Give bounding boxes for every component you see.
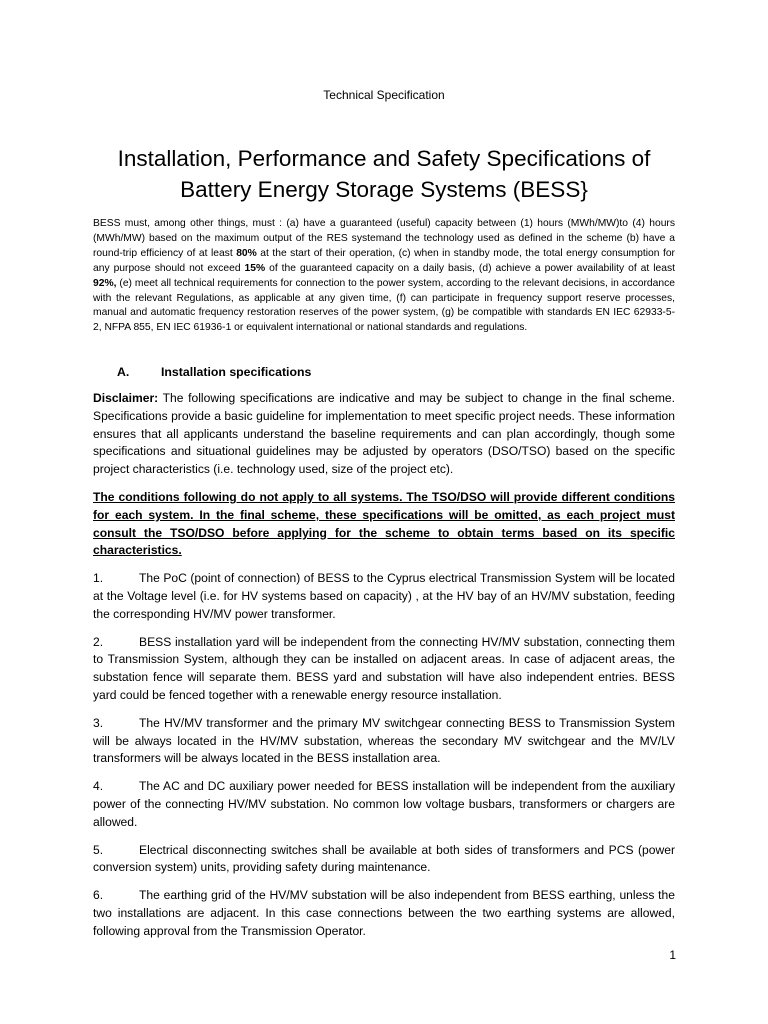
list-item-2 (93, 634, 675, 705)
list-item-6 (93, 887, 675, 940)
page-number: 1 (669, 948, 676, 962)
item-number: 6. (93, 888, 104, 903)
body-content (93, 390, 675, 951)
item-text: Electrical disconnecting switches shall be available at both sides of transformers and PCS (power conversion system) units, providing safety during maintenance. (93, 842, 675, 875)
item-number: 3. (93, 715, 104, 730)
item-text: The earthing grid of the HV/MV substation will be also independent from BESS earthing, unless the two installations are adjacent. In this case connections between the two earthing systems are allowed, following approval from the Transmission Operator. (93, 888, 675, 938)
disclaimer-text: The following specifications are indicative and may be subject to change in the final scheme. Specifications provide a basic guideline for implementation to meet specific project needs. These information ensures that all applicants understand the baseline requirements and can plan accordingly, though some specifications and situational guidelines may be adjusted by operators (DSO/TSO) based on the specific project characteristics (i.e. technology used, size of the project etc). (93, 391, 675, 477)
list-item-1 (93, 570, 675, 623)
item-text: BESS installation yard will be independent from the connecting HV/MV substation, connecting them to Transmission System, although they can be installed on adjacent areas. In case of adjacent areas, the substation fence will separate them. BESS yard and substation will have also independent entries. BESS yard could be fenced together with a renewable energy resource installation. (93, 634, 675, 702)
intro-bold-92: 92%, (93, 277, 117, 289)
disclaimer-label: Disclaimer: (93, 391, 159, 405)
disclaimer-paragraph (93, 390, 675, 479)
intro-text-4: (e) meet all technical requirements for connection to the power system, according to the relevant decisions, in accordance with the relevant Regulations, as applicable at any given time, (f) can participate in frequency support reserve processes, manual and automatic frequency restoration reserves of the power system, (g) be compatible with standards EN IEC 62933-5-2, NFPA 855, EN IEC 61936-1 or equivalent international or national standards and regulations. (93, 277, 675, 334)
list-item-4 (93, 778, 675, 831)
list-item-3 (93, 715, 675, 768)
intro-paragraph (93, 217, 675, 336)
intro-bold-15: 15% (244, 262, 266, 274)
conditions-note: The conditions following do not apply to all systems. The TSO/DSO will provide different conditions for each system. In the final scheme, these specifications will be omitted, as each project must consult the TSO/DSO before applying for the scheme to obtain terms based on its specific characteristics. (93, 489, 675, 558)
item-number: 2. (93, 634, 104, 649)
document-title (60, 143, 708, 205)
item-text: The HV/MV transformer and the primary MV switchgear connecting BESS to Transmission System will be always located in the HV/MV substation, whereas the secondary MV switchgear and the MV/LV transformers will be always located in the BESS installation area. (93, 715, 675, 766)
intro-bold-80: 80% (236, 247, 257, 259)
item-text: The PoC (point of connection) of BESS to the Cyprus electrical Transmission System will be located at the Voltage level (i.e. for HV systems based on capacity) , at the HV bay of an HV/MV substation, feeding the corresponding HV/MV power transformer. (93, 571, 675, 621)
intro-text-2: at the start of their operation, (c) when in standby mode, the total energy consumption for any purpose should not exceed (93, 247, 675, 274)
title-line-2: Battery Energy Storage Systems (BESS} (180, 177, 588, 202)
intro-text-3: of the guaranteed capacity on a daily basis, (d) achieve a power availability of at least (265, 262, 675, 274)
item-number: 4. (93, 779, 104, 794)
item-number: 1. (93, 571, 104, 586)
item-number: 5. (93, 842, 104, 857)
list-item-5 (93, 842, 675, 878)
intro-text-1: BESS must, among other things, must : (a) have a guaranteed (useful) capacity between (1) hours (MWh/MW)to (4) hours (MWh/MW) based on the maximum output of the RES systemand the technology used as defined in the scheme (b) have a round-trip efficiency of at least (93, 218, 675, 259)
section-heading-a (117, 365, 311, 379)
title-line-1: Installation, Performance and Safety Specifications of (117, 146, 651, 171)
page-header: Technical Specification (323, 88, 445, 102)
section-title: Installation specifications (161, 365, 312, 379)
item-text: The AC and DC auxiliary power needed for BESS installation will be independent from the auxiliary power of the connecting HV/MV substation. No common low voltage busbars, transformers or chargers are allowed. (93, 779, 675, 829)
section-letter: A. (117, 365, 130, 379)
